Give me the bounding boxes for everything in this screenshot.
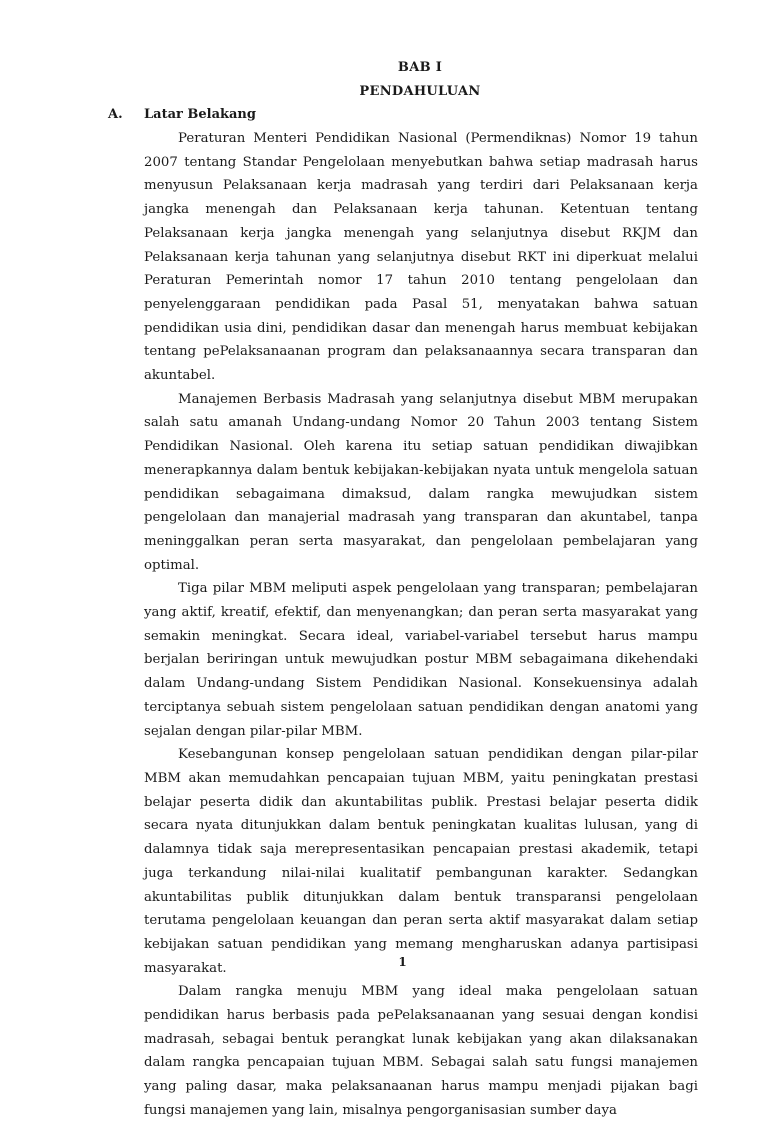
section-title: Latar Belakang <box>144 107 256 122</box>
paragraph: Peraturan Menteri Pendidikan Nasional (Permendiknas) Nomor 19 tahun 2007 tentang Standar Pengelolaan menyebutkan bahwa setiap madrasah harus menyusun Pelaksanaan kerja madrasah yang terdiri dari Pelaksanaan kerja jangka menengah dan Pelaksanaan kerja tahunan. Ketentuan tentang Pelaksanaan kerja jangka menengah yang selanjutnya disebut RKJM dan Pelaksanaan kerja tahunan yang selanjutnya disebut RKT ini diperkuat melalui Peraturan Pemerintah nomor 17 tahun 2010 tentang pengelolaan dan penyelenggaraan pendidikan pada Pasal 51, menyatakan bahwa satuan pendidikan usia dini, pendidikan dasar dan menengah harus membuat kebijakan tentang pePelaksanaanan program dan pelaksanaannya secara transparan dan akuntabel. <box>144 131 698 384</box>
paragraph: Kesebangunan konsep pengelolaan satuan pendidikan dengan pilar-pilar MBM akan memudahkan pencapaian tujuan MBM, yaitu peningkatan prestasi belajar peserta didik dan akuntabilitas publik. Prestasi belajar peserta didik secara nyata ditunjukkan dalam bentuk peningkatan kualitas lulusan, yang di dalamnya tidak saja merepresentasikan pencapaian prestasi akademik, tetapi juga terkandung nilai-nilai kualitatif pembangunan karakter. Sedangkan akuntabilitas publik ditunjukkan dalam bentuk transparansi pengelolaan terutama pengelolaan keuangan dan peran serta aktif masyarakat dalam setiap kebijakan satuan pendidikan yang memang mengharuskan adanya partisipasi masyarakat. <box>144 747 698 976</box>
section-heading <box>108 107 256 122</box>
section-letter: A. <box>108 107 123 122</box>
paragraph: Manajemen Berbasis Madrasah yang selanjutnya disebut MBM merupakan salah satu amanah Undang-undang Nomor 20 Tahun 2003 tentang Sistem Pendidikan Nasional. Oleh karena itu setiap satuan pendidikan diwajibkan menerapkannya dalam bentuk kebijakan-kebijakan nyata untuk mengelola satuan pendidikan sebagaimana dimaksud, dalam rangka mewujudkan sistem pengelolaan dan manajerial madrasah yang transparan dan akuntabel, tanpa meninggalkan peran serta masyarakat, dan pengelolaan pembelajaran yang optimal. <box>144 391 698 573</box>
paragraph: Dalam rangka menuju MBM yang ideal maka pengelolaan satuan pendidikan harus berbasis pada pePelaksanaanan yang sesuai dengan kondisi madrasah, sebagai bentuk perangkat lunak kebijakan yang akan dilaksanakan dalam rangka pencapaian tujuan MBM. Sebagai salah satu fungsi manajemen yang paling dasar, maka pelaksanaanan harus mampu menjadi pijakan bagi fungsi manajemen yang lain, misalnya pengorganisasian sumber daya <box>144 984 698 1118</box>
paragraph: Tiga pilar MBM meliputi aspek pengelolaan yang transparan; pembelajaran yang aktif, kreatif, efektif, dan menyenangkan; dan peran serta masyarakat yang semakin meningkat. Secara ideal, variabel-variabel tersebut harus mampu berjalan beriringan untuk mewujudkan postur MBM sebagaimana dikehendaki dalam Undang-undang Sistem Pendidikan Nasional. Konsekuensinya adalah terciptanya sebuah sistem pengelolaan satuan pendidikan dengan anatomi yang sejalan dengan pilar-pilar MBM. <box>144 581 698 739</box>
chapter-label: BAB I <box>397 60 443 75</box>
chapter-title: PENDAHULUAN <box>359 84 481 99</box>
body-text <box>144 127 698 1123</box>
page-number: 1 <box>398 955 407 969</box>
